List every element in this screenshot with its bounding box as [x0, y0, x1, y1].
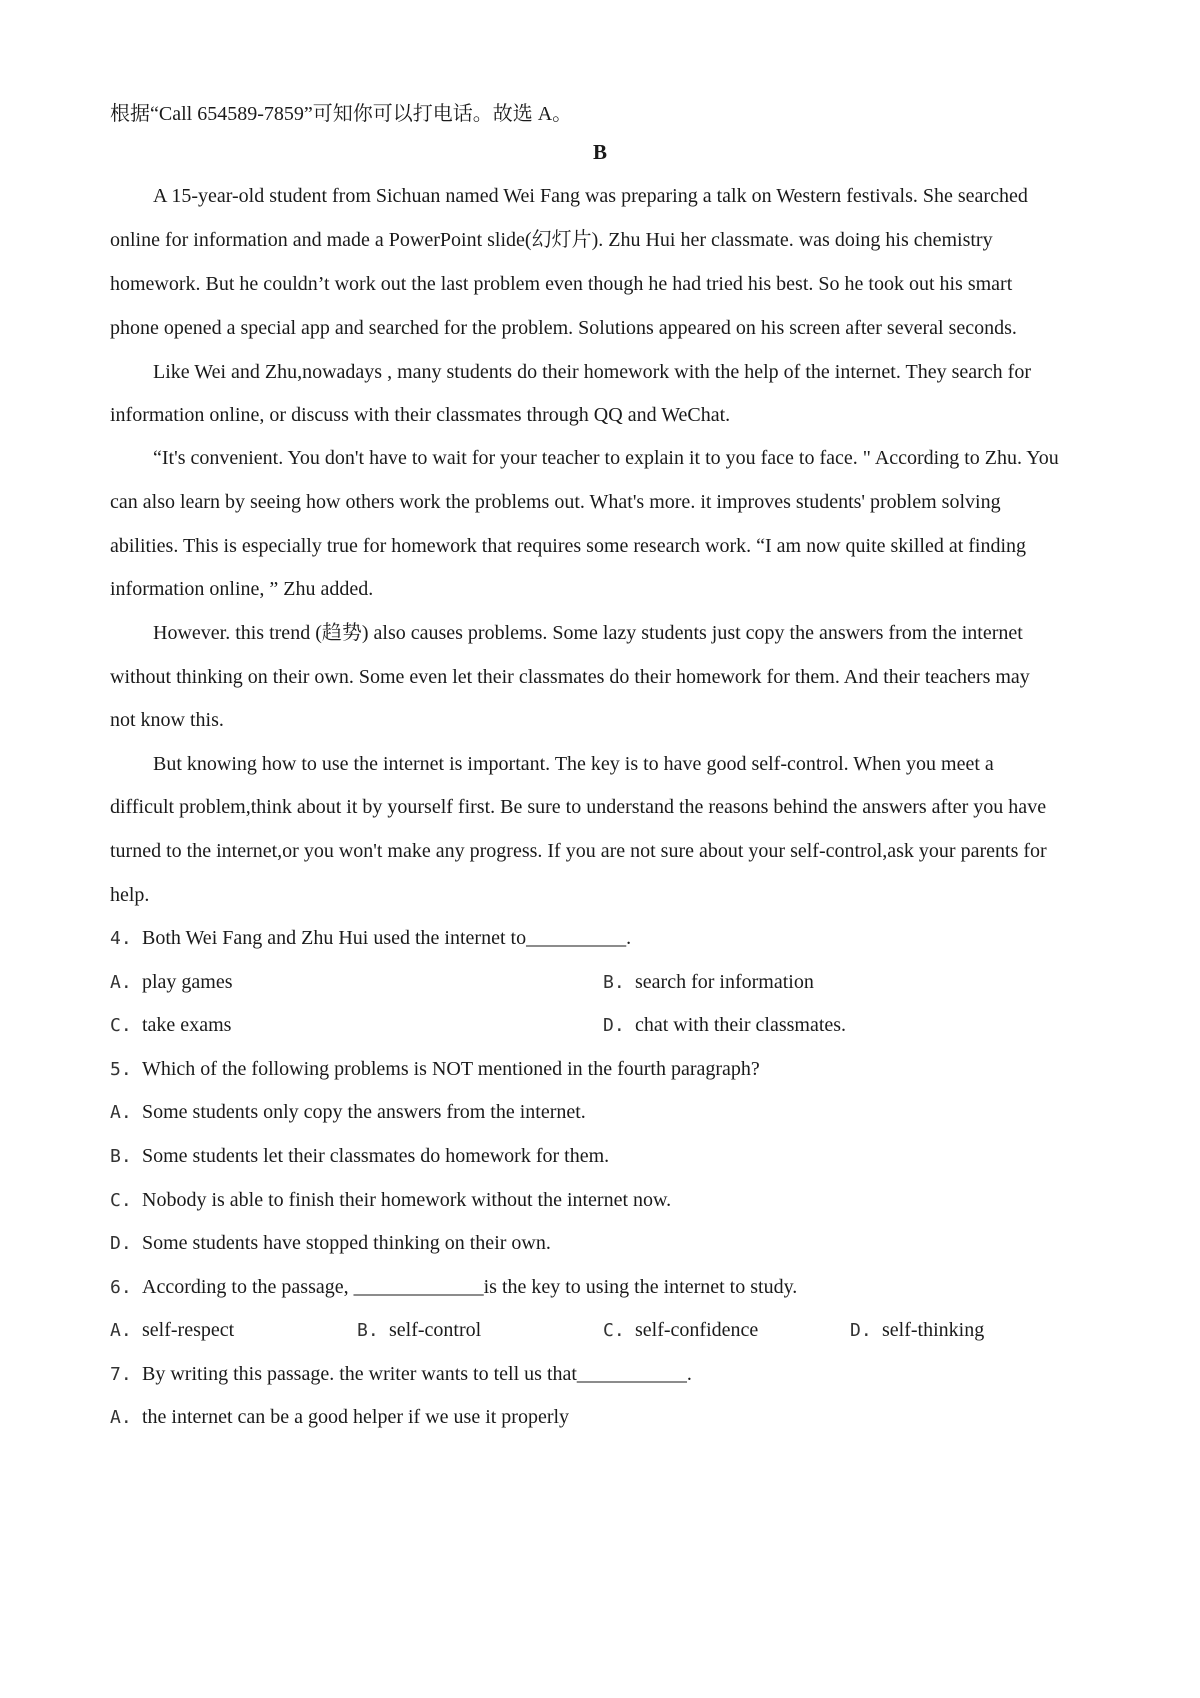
passage-line: “It's convenient. You don't have to wait for your teacher to explain it to you face to face. " According to Zhu. You — [153, 447, 1059, 469]
option-label: B. — [603, 972, 625, 993]
option-label: B. — [357, 1320, 379, 1341]
option-4a[interactable] — [110, 968, 233, 997]
option-6b[interactable] — [357, 1316, 481, 1345]
question-text: According to the passage, _____________is the key to using the internet to study. — [142, 1276, 798, 1298]
option-label: A. — [110, 1320, 132, 1341]
passage-line: not know this. — [110, 709, 224, 731]
option-4d[interactable] — [603, 1011, 846, 1040]
intro-line: 根据“Call 654589-7859”可知你可以打电话。故选 A。 — [110, 103, 573, 125]
option-text: self-control — [389, 1319, 482, 1341]
option-label: B. — [110, 1146, 132, 1167]
passage-line: However. this trend (趋势) also causes problems. Some lazy students just copy the answers from the internet — [153, 622, 1023, 644]
passage-line: But knowing how to use the internet is important. The key is to have good self-control. When you meet a — [153, 753, 994, 775]
option-5a[interactable] — [110, 1098, 586, 1127]
passage-line: Like Wei and Zhu,nowadays , many students do their homework with the help of the internet. They search for — [153, 361, 1031, 383]
question-number: 4. — [110, 928, 132, 949]
passage-line: difficult problem,think about it by yourself first. Be sure to understand the reasons behind the answers after you have — [110, 796, 1047, 818]
option-text: Some students only copy the answers from the internet. — [142, 1101, 586, 1123]
question-4 — [110, 924, 631, 953]
option-text: the internet can be a good helper if we use it properly — [142, 1406, 570, 1428]
option-6d[interactable] — [850, 1316, 984, 1345]
passage-line: online for information and made a PowerPoint slide(幻灯片). Zhu Hui her classmate. was doing his chemistry — [110, 229, 993, 251]
passage-line: help. — [110, 884, 150, 906]
question-6 — [110, 1273, 797, 1302]
option-6c[interactable] — [603, 1316, 758, 1345]
passage-line: A 15-year-old student from Sichuan named Wei Fang was preparing a talk on Western festivals. She searched — [153, 185, 1028, 207]
option-text: self-thinking — [882, 1319, 985, 1341]
passage-line: abilities. This is especially true for homework that requires some research work. “I am now quite skilled at finding — [110, 535, 1027, 557]
option-label: A. — [110, 1407, 132, 1428]
section-heading: B — [592, 140, 607, 164]
option-label: A. — [110, 972, 132, 993]
option-label: A. — [110, 1102, 132, 1123]
option-text: chat with their classmates. — [635, 1014, 847, 1036]
question-7 — [110, 1360, 692, 1389]
passage-line: without thinking on their own. Some even let their classmates do their homework for them. And their teachers may — [110, 666, 1030, 688]
option-text: Some students have stopped thinking on their own. — [142, 1232, 551, 1254]
option-label: C. — [110, 1190, 132, 1211]
option-label: D. — [110, 1233, 132, 1254]
option-text: take exams — [142, 1014, 232, 1036]
option-label: C. — [110, 1015, 132, 1036]
question-number: 6. — [110, 1277, 132, 1298]
passage-line: information online, or discuss with their classmates through QQ and WeChat. — [110, 404, 731, 426]
question-number: 5. — [110, 1059, 132, 1080]
option-text: Some students let their classmates do homework for them. — [142, 1145, 610, 1167]
passage-line: phone opened a special app and searched for the problem. Solutions appeared on his screen after several seconds. — [110, 317, 1017, 339]
option-text: self-confidence — [635, 1319, 759, 1341]
option-label: D. — [850, 1320, 872, 1341]
option-5c[interactable] — [110, 1186, 671, 1215]
option-text: play games — [142, 971, 233, 993]
option-4c[interactable] — [110, 1011, 231, 1040]
option-4b[interactable] — [603, 968, 814, 997]
question-text: By writing this passage. the writer wants to tell us that___________. — [142, 1363, 692, 1385]
question-text: Both Wei Fang and Zhu Hui used the internet to__________. — [142, 927, 632, 949]
question-5 — [110, 1055, 760, 1084]
question-text: Which of the following problems is NOT mentioned in the fourth paragraph? — [142, 1058, 760, 1080]
passage-line: turned to the internet,or you won't make any progress. If you are not sure about your self-control,ask your parents for — [110, 840, 1047, 862]
option-text: self-respect — [142, 1319, 235, 1341]
option-label: D. — [603, 1015, 625, 1036]
option-label: C. — [603, 1320, 625, 1341]
passage-line: information online, ” Zhu added. — [110, 578, 374, 600]
option-6a[interactable] — [110, 1316, 234, 1345]
passage-line: can also learn by seeing how others work the problems out. What's more. it improves students' problem solving — [110, 491, 1001, 513]
option-7a[interactable] — [110, 1403, 569, 1432]
passage-line: homework. But he couldn’t work out the last problem even though he had tried his best. So he took out his smart — [110, 273, 1013, 295]
question-number: 7. — [110, 1364, 132, 1385]
option-text: Nobody is able to finish their homework without the internet now. — [142, 1189, 672, 1211]
option-5b[interactable] — [110, 1142, 609, 1171]
option-5d[interactable] — [110, 1229, 551, 1258]
option-text: search for information — [635, 971, 814, 993]
